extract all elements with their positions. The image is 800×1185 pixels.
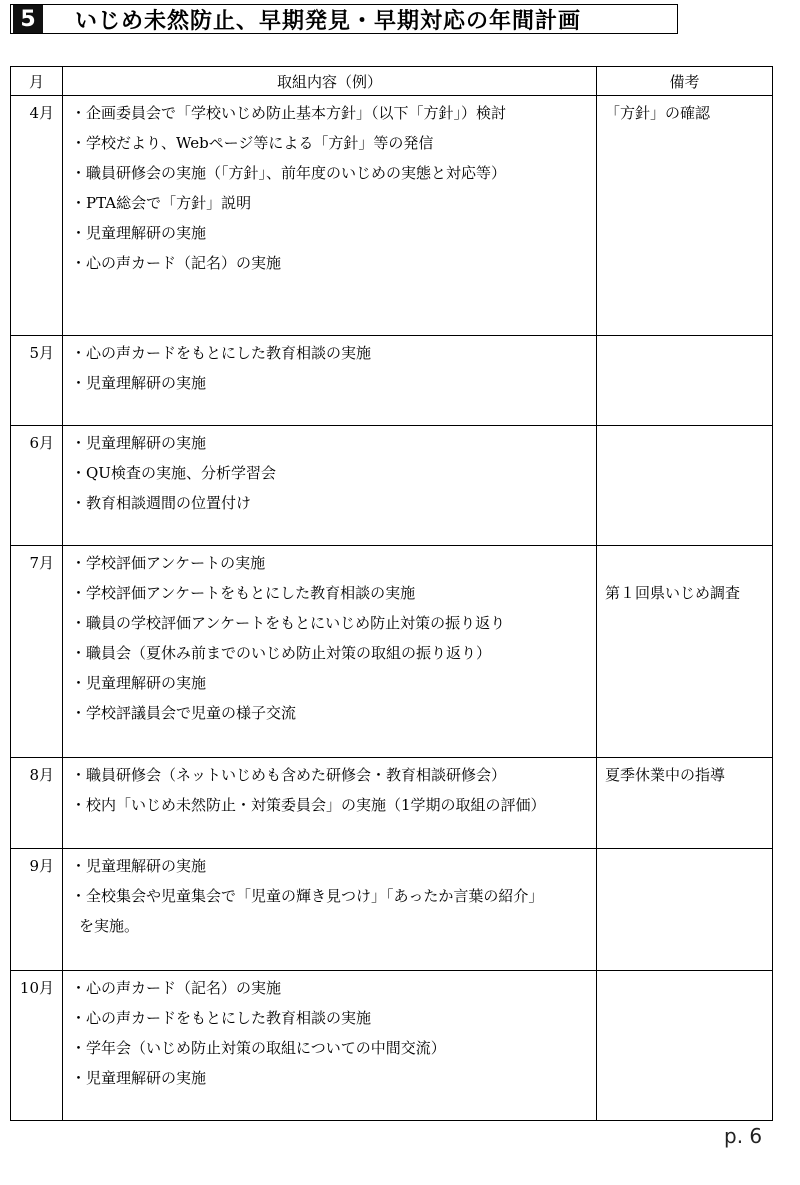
table-row (11, 96, 773, 336)
section-title: いじめ未然防止、早期発見・早期対応の年間計画 (75, 8, 582, 34)
activity-item: ・学校だより、Webページ等による「方針」等の発信 (71, 134, 434, 152)
month-cell: 6月 (11, 426, 63, 546)
activity-item: ・職員研修会（ネットいじめも含めた研修会・教育相談研修会） (71, 766, 507, 784)
note-cell (597, 849, 773, 971)
table-row (11, 336, 773, 426)
activity-item: ・心の声カードをもとにした教育相談の実施 (71, 344, 372, 362)
activity-item: ・学校評価アンケートをもとにした教育相談の実施 (71, 584, 416, 602)
note-cell (597, 758, 773, 849)
content-cell (63, 546, 597, 758)
table-row (11, 971, 773, 1121)
month-cell: 8月 (11, 758, 63, 849)
activity-item: ・学年会（いじめ防止対策の取組についての中間交流） (71, 1039, 446, 1057)
note-text: 「方針」の確認 (605, 104, 711, 122)
activity-item: ・学校評議員会で児童の様子交流 (71, 704, 297, 722)
activity-item: ・職員会（夏休み前までのいじめ防止対策の取組の振り返り） (71, 644, 492, 662)
annual-plan-table (10, 66, 773, 1121)
note-cell (597, 426, 773, 546)
header-note: 備考 (597, 67, 773, 96)
activity-item: ・PTA総会で「方針」説明 (71, 194, 252, 212)
activity-item: ・児童理解研の実施 (71, 374, 207, 392)
note-text: 第１回県いじめ調査 (605, 584, 741, 602)
header-month: 月 (11, 67, 63, 96)
activity-item: ・校内「いじめ未然防止・対策委員会」の実施（1学期の取組の評価） (71, 796, 546, 814)
note-cell (597, 336, 773, 426)
activity-item: ・企画委員会で「学校いじめ防止基本方針」（以下「方針」）検討 (71, 104, 507, 122)
activity-item: ・職員の学校評価アンケートをもとにいじめ防止対策の振り返り (71, 614, 506, 632)
section-number-badge: 5 (13, 5, 43, 33)
note-cell (597, 96, 773, 336)
activity-item: ・心の声カード（記名）の実施 (71, 254, 282, 272)
activity-item: ・学校評価アンケートの実施 (71, 554, 266, 572)
month-cell: 9月 (11, 849, 63, 971)
section-title-box (10, 4, 678, 34)
table-row (11, 426, 773, 546)
content-cell (63, 426, 597, 546)
month-cell: 10月 (11, 971, 63, 1121)
activity-item: ・児童理解研の実施 (71, 1069, 207, 1087)
note-cell (597, 971, 773, 1121)
month-cell: 7月 (11, 546, 63, 758)
activity-item: ・児童理解研の実施 (71, 674, 207, 692)
activity-item: ・心の声カード（記名）の実施 (71, 979, 282, 997)
activity-item: を実施。 (79, 917, 140, 935)
table-row (11, 546, 773, 758)
table-row (11, 758, 773, 849)
table-header-row (11, 67, 773, 96)
note-spacer (605, 552, 772, 582)
note-cell (597, 546, 773, 758)
table-body (11, 96, 773, 1121)
activity-item: ・QU検査の実施、分析学習会 (71, 464, 276, 482)
activity-item: ・児童理解研の実施 (71, 224, 207, 242)
activity-item: ・教育相談週間の位置付け (71, 494, 252, 512)
content-cell (63, 96, 597, 336)
activity-item: ・心の声カードをもとにした教育相談の実施 (71, 1009, 372, 1027)
activity-item: ・児童理解研の実施 (71, 434, 207, 452)
activity-item: ・職員研修会の実施（「方針」、前年度のいじめの実態と対応等） (71, 164, 507, 182)
month-cell: 5月 (11, 336, 63, 426)
header-content: 取組内容（例） (63, 67, 597, 96)
content-cell (63, 336, 597, 426)
page-number: p. 6 (724, 1124, 763, 1148)
note-text: 夏季休業中の指導 (605, 766, 726, 784)
content-cell (63, 758, 597, 849)
month-cell: 4月 (11, 96, 63, 336)
content-cell (63, 971, 597, 1121)
content-cell (63, 849, 597, 971)
table-row (11, 849, 773, 971)
activity-item: ・児童理解研の実施 (71, 857, 207, 875)
activity-item: ・全校集会や児童集会で「児童の輝き見つけ」「あったか言葉の紹介」 (71, 887, 544, 905)
